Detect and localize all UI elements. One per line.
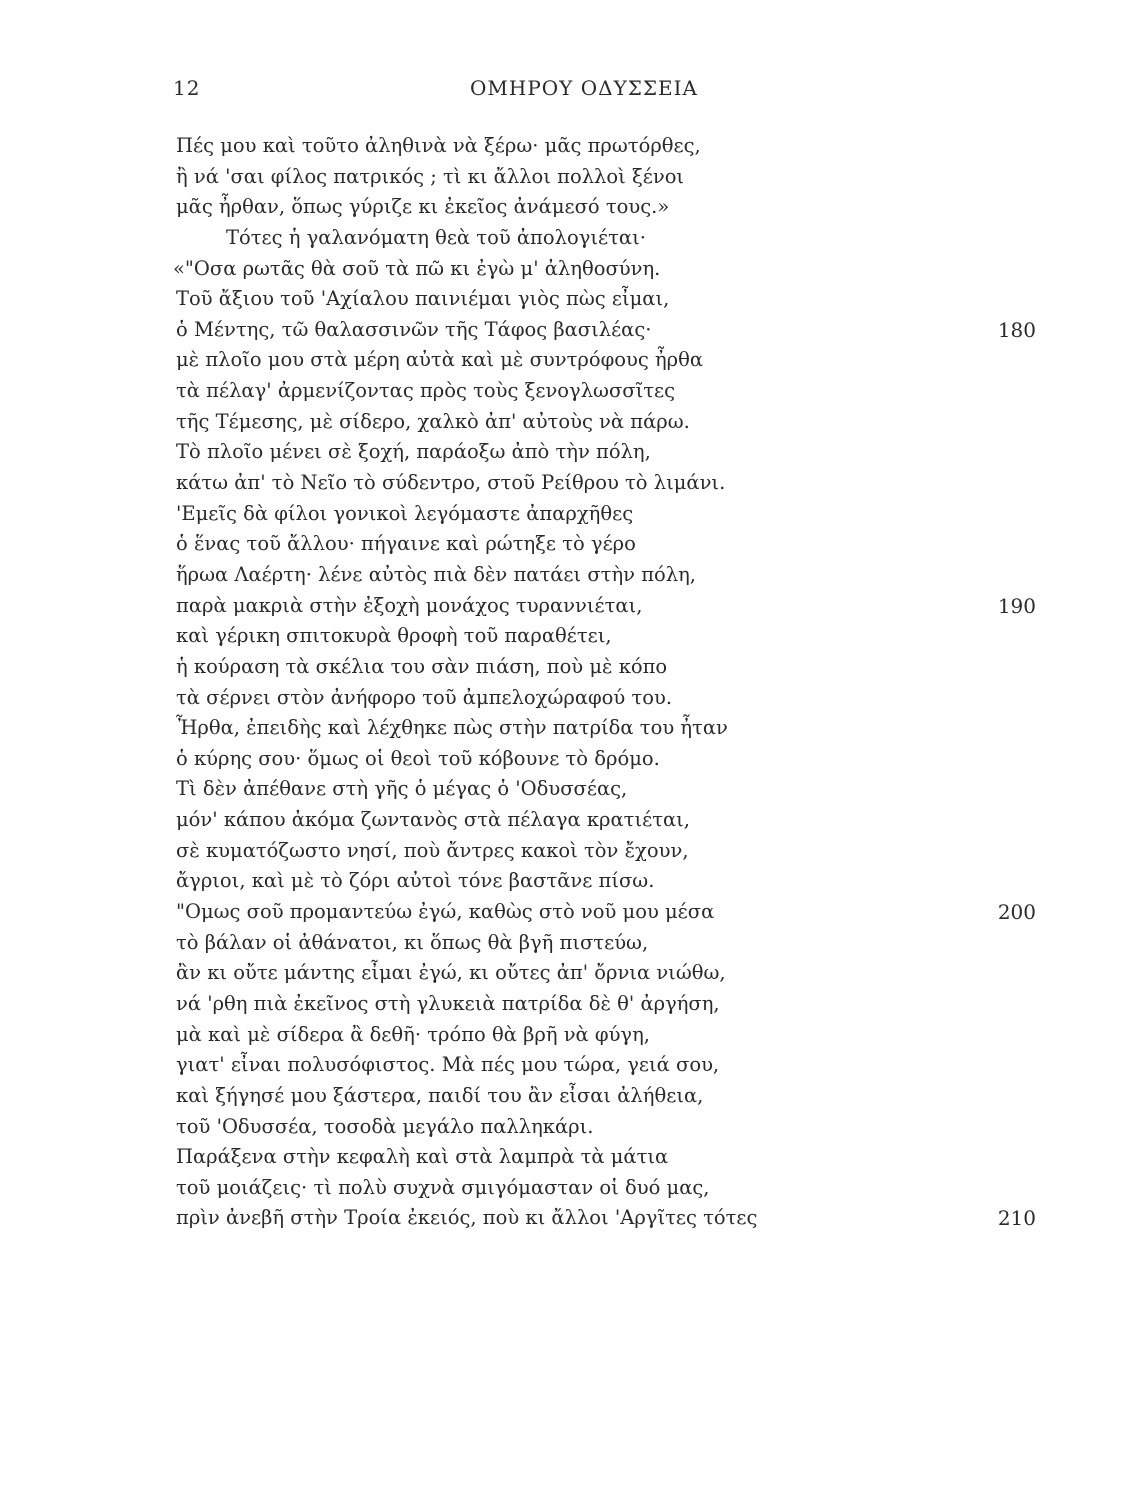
verse-line: [176, 1020, 1036, 1051]
verse-line: [176, 162, 1036, 193]
verse-text: τοῦ μοιάζεις· τὶ πολὺ συχνὰ σμιγόμασταν οἱ δυό μας,: [176, 1175, 710, 1199]
verse-text: Παράξενα στὴν κεφαλὴ καὶ στὰ λαμπρὰ τὰ μάτια: [176, 1145, 669, 1169]
verse-text: Πές μου καὶ τοῦτο ἀληθινὰ νὰ ξέρω· μᾶς πρωτόρθες,: [176, 134, 701, 157]
verse-text: ὁ ἕνας τοῦ ἄλλου· πήγαινε καὶ ρώτηξε τὸ γέρο: [176, 532, 636, 556]
line-number: 190: [997, 593, 1036, 618]
verse-text: μόν' κάπου ἀκόμα ζωντανὸς στὰ πέλαγα κρατιέται,: [176, 808, 691, 832]
verse-line: [176, 866, 1036, 897]
verse-text: τὰ πέλαγ' ἀρμενίζοντας πρὸς τοὺς ξενογλωσσῖτες: [176, 379, 676, 403]
verse-line: [176, 928, 1036, 959]
verse-text: "Ομως σοῦ προμαντεύω ἐγώ, καθὼς στὸ νοῦ μου μέσα: [176, 900, 715, 924]
verse-line: [176, 1050, 1036, 1081]
verse-text: 'Εμεῖς δὰ φίλοι γονικοὶ λεγόμαστε ἀπαρχῆθες: [176, 501, 634, 525]
verse-text: Τὶ δὲν ἀπέθανε στὴ γῆς ὁ μέγας ὁ 'Οδυσσέας,: [176, 777, 628, 801]
verse-line: [176, 897, 1036, 928]
verse-line: [176, 499, 1036, 530]
verse-text: ἄγριοι, καὶ μὲ τὸ ζόρι αὐτοὶ τόνε βαστᾶνε πίσω.: [176, 869, 655, 893]
verse-line: [176, 345, 1036, 376]
verse-text: πρὶν ἀνεβῆ στὴν Τροία ἐκειός, ποὺ κι ἄλλοι 'Αργῖτες τότες: [176, 1206, 758, 1230]
verse-text: ἂν κι οὔτε μάντης εἶμαι ἐγώ, κι οὔτες ἀπ' ὄρνια νιώθω,: [176, 961, 726, 985]
verse-line: [176, 284, 1036, 315]
verse-line: [176, 1081, 1036, 1112]
verse-text: μὲ πλοῖο μου στὰ μέρη αὐτὰ καὶ μὲ συντρόφους ἦρθα: [176, 348, 704, 372]
line-number: 180: [997, 317, 1036, 342]
verse-line: [176, 529, 1036, 560]
verse-line: [176, 1203, 1036, 1234]
verse-text: καὶ ξήγησέ μου ξάστερα, παιδί του ἂν εἶσαι ἀλήθεια,: [176, 1083, 704, 1107]
verse-line: [176, 131, 1036, 162]
verse-text: τὰ σέρνει στὸν ἀνήφορο τοῦ ἀμπελοχώραφού του.: [176, 685, 673, 709]
verse-line: [176, 774, 1036, 805]
verse-line: [176, 376, 1036, 407]
verse-line: [176, 437, 1036, 468]
verse-text: Τὸ πλοῖο μένει σὲ ξοχή, παράοξω ἀπὸ τὴν πόλη,: [176, 440, 651, 464]
verse-text: καὶ γέρικη σπιτοκυρὰ θροφὴ τοῦ παραθέτει,: [176, 624, 612, 648]
verse-text: ἢ νά 'σαι φίλος πατρικός ; τὶ κι ἄλλοι πολλοὶ ξένοι: [176, 164, 685, 188]
line-number: 210: [997, 1206, 1036, 1231]
verse-text: ἡ κούραση τὰ σκέλια του σὰν πιάση, ποὺ μὲ κόπο: [176, 654, 668, 678]
verse-text: Τοῦ ἄξιου τοῦ 'Αχίαλου παινιέμαι γιὸς πὼς εἶμαι,: [176, 287, 670, 311]
verse-block: [173, 131, 1036, 1234]
verse-line: [176, 621, 1036, 652]
verse-line: [176, 713, 1036, 744]
verse-line: [176, 1142, 1036, 1173]
verse-line: [176, 836, 1036, 867]
verse-line: [176, 1112, 1036, 1143]
verse-line: [176, 1173, 1036, 1204]
verse-text: Ἦρθα, ἐπειδὴς καὶ λέχθηκε πὼς στὴν πατρίδα του ἦταν: [176, 716, 728, 740]
verse-text: παρὰ μακριὰ στὴν ἐξοχὴ μονάχος τυραννιέται,: [176, 593, 643, 617]
verse-line: [176, 744, 1036, 775]
verse-text: τοῦ 'Οδυσσέα, τοσοδὰ μεγάλο παλληκάρι.: [176, 1114, 594, 1138]
verse-line: [176, 407, 1036, 438]
verse-line: [176, 683, 1036, 714]
verse-line: [176, 192, 1036, 223]
verse-line: [176, 805, 1036, 836]
verse-text: Τότες ἡ γαλανόματη θεὰ τοῦ ἀπολογιέται·: [226, 225, 646, 249]
verse-text: ἥρωα Λαέρτη· λένε αὐτὸς πιὰ δὲν πατάει στὴν πόλη,: [176, 562, 696, 586]
running-head: ΟΜΗΡΟΥ ΟΔΥΣΣΕΙΑ: [470, 76, 698, 100]
verse-text: ὁ κύρης σου· ὅμως οἱ θεοὶ τοῦ κόβουνε τὸ δρόμο.: [176, 746, 660, 770]
verse-line: [176, 315, 1036, 346]
verse-line: [173, 254, 1036, 285]
verse-text: μᾶς ἦρθαν, ὅπως γύριζε κι ἐκεῖος ἀνάμεσό τους.»: [176, 195, 670, 219]
verse-line: [176, 958, 1036, 989]
line-number: 200: [997, 900, 1036, 925]
verse-text: νά 'ρθη πιὰ ἐκεῖνος στὴ γλυκειὰ πατρίδα δὲ θ' ἀργήση,: [176, 991, 720, 1015]
page-number: 12: [173, 76, 201, 100]
verse-text: μὰ καὶ μὲ σίδερα ἂ δεθῆ· τρόπο θὰ βρῆ νὰ φύγη,: [176, 1022, 650, 1046]
verse-line: [176, 468, 1036, 499]
verse-line: [176, 223, 1036, 254]
verse-line: [176, 560, 1036, 591]
verse-text: τῆς Τέμεσης, μὲ σίδερο, χαλκὸ ἀπ' αὐτοὺς νὰ πάρω.: [176, 409, 690, 433]
verse-line: [176, 652, 1036, 683]
verse-text: σὲ κυματόζωστο νησί, ποὺ ἄντρες κακοὶ τὸν ἔχουν,: [176, 838, 689, 862]
verse-text: κάτω ἀπ' τὸ Νεῖο τὸ σύδεντρο, στοῦ Ρείθρου τὸ λιμάνι.: [176, 471, 726, 495]
verse-text: γιατ' εἶναι πολυσόφιστος. Μὰ πές μου τώρα, γειά σου,: [176, 1053, 720, 1077]
verse-text: «"Οσα ρωτᾶς θὰ σοῦ τὰ πῶ κι ἐγὼ μ' ἀληθοσύνη.: [173, 256, 661, 280]
verse-line: [176, 591, 1036, 622]
verse-line: [176, 989, 1036, 1020]
verse-text: ὁ Μέντης, τῶ θαλασσινῶν τῆς Τάφος βασιλέας·: [176, 317, 652, 341]
verse-text: τὸ βάλαν οἱ ἀθάνατοι, κι ὅπως θὰ βγῆ πιστεύω,: [176, 930, 649, 954]
